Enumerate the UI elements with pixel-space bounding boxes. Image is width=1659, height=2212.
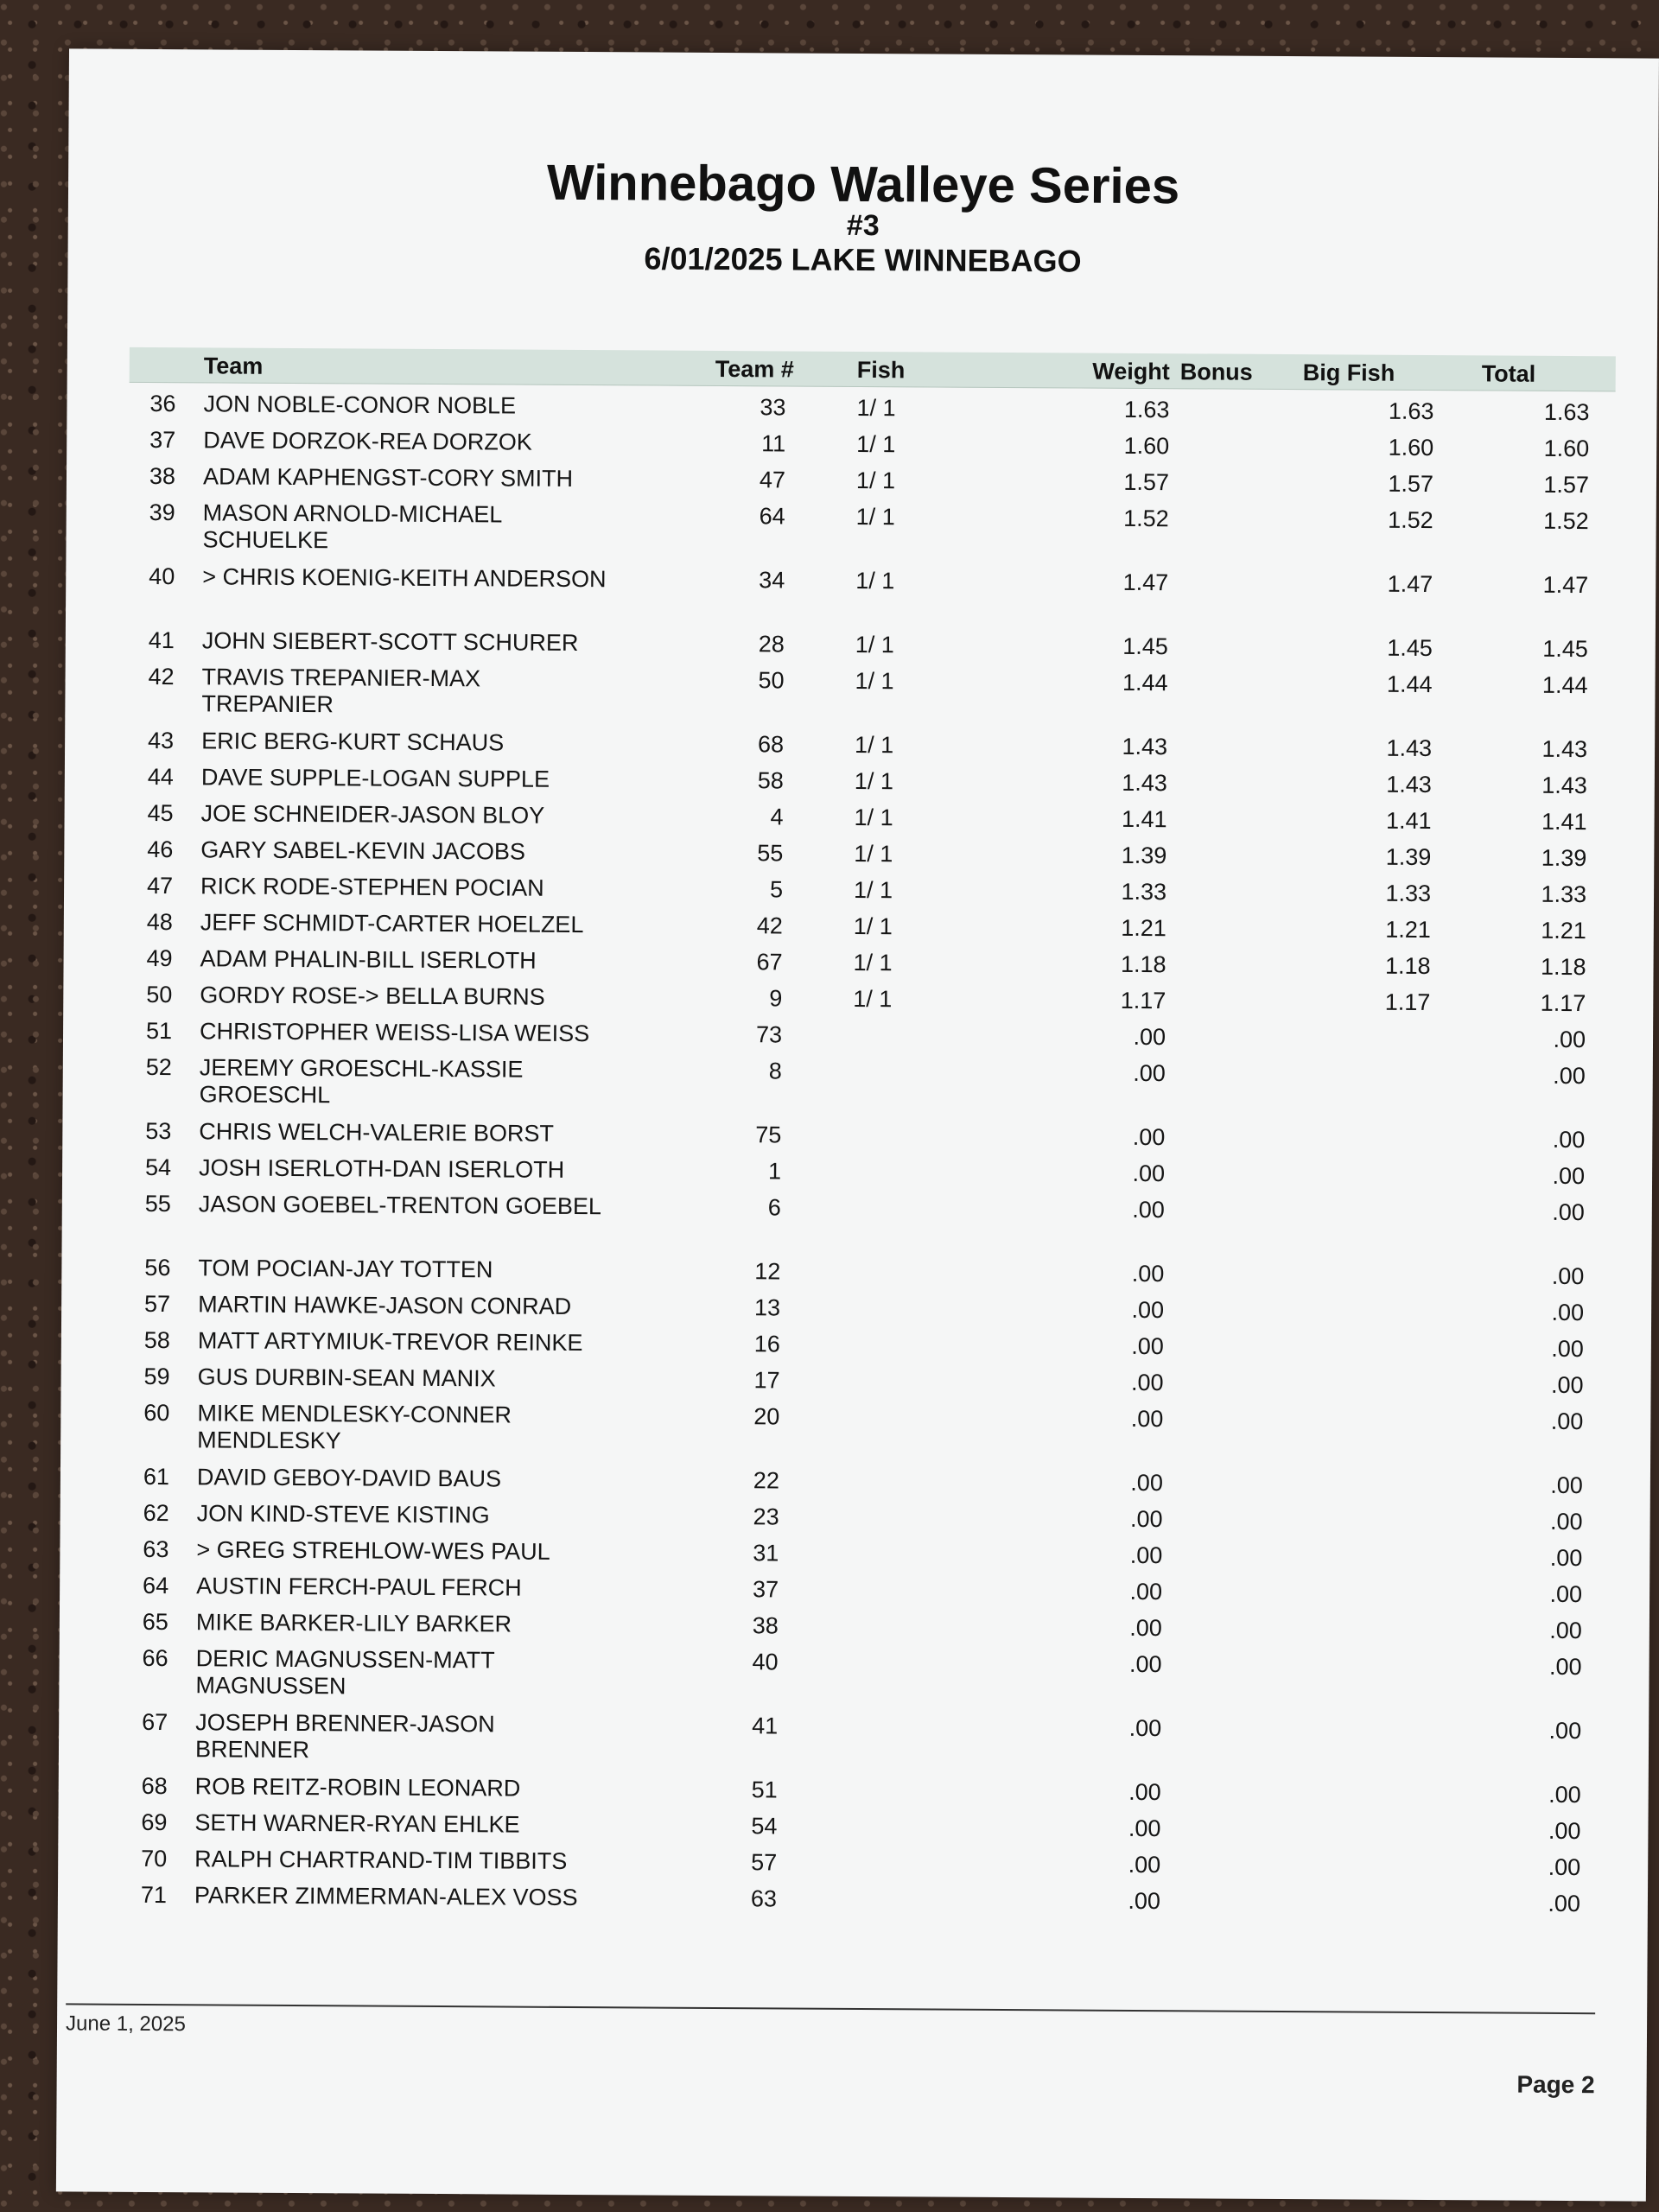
team-name-cell: MASON ARNOLD-MICHAEL SCHUELKE bbox=[202, 499, 502, 554]
results-sheet bbox=[56, 48, 1659, 2201]
big-fish-cell bbox=[1325, 1334, 1428, 1335]
total-cell: 1.43 bbox=[1541, 735, 1588, 763]
team-number-cell: 22 bbox=[753, 1467, 780, 1494]
big-fish-cell bbox=[1326, 1025, 1430, 1026]
total-cell: .00 bbox=[1548, 1653, 1582, 1681]
big-fish-cell: 1.44 bbox=[1386, 671, 1433, 698]
rank-cell: 64 bbox=[143, 1572, 169, 1599]
total-cell: .00 bbox=[1548, 1717, 1582, 1745]
team-number-cell: 4 bbox=[770, 804, 784, 830]
weight-cell: .00 bbox=[1129, 1541, 1163, 1569]
rank-cell: 55 bbox=[144, 1190, 171, 1217]
team-number-cell: 13 bbox=[753, 1294, 781, 1321]
weight-cell: 1.63 bbox=[1123, 396, 1170, 423]
total-cell: .00 bbox=[1553, 1026, 1586, 1053]
footer-divider bbox=[66, 2003, 1595, 2014]
team-number-cell: 73 bbox=[755, 1021, 783, 1048]
rank-cell: 67 bbox=[142, 1708, 168, 1736]
team-number-cell: 23 bbox=[753, 1503, 779, 1530]
weight-cell: .00 bbox=[1130, 1505, 1163, 1533]
big-fish-cell: 1.43 bbox=[1386, 734, 1433, 762]
team-name-cell: GORDY ROSE-> BELLA BURNS bbox=[200, 982, 545, 1010]
weight-cell: 1.18 bbox=[1120, 950, 1166, 978]
big-fish-cell: 1.52 bbox=[1388, 506, 1433, 534]
big-fish-cell bbox=[1324, 1507, 1427, 1508]
team-name-cell: JOE SCHNEIDER-JASON BLOY bbox=[200, 800, 545, 829]
report-subtitle: 6/01/2025 LAKE WINNEBAGO bbox=[644, 240, 1082, 279]
team-number-cell: 63 bbox=[750, 1885, 778, 1912]
fish-count-cell: 1/ 1 bbox=[853, 876, 893, 904]
total-cell: 1.52 bbox=[1543, 507, 1589, 535]
fish-count-cell: 1/ 1 bbox=[853, 912, 893, 940]
team-name-cell: ADAM PHALIN-BILL ISERLOTH bbox=[200, 945, 537, 974]
header-total: Total bbox=[1481, 360, 1536, 387]
weight-cell: .00 bbox=[1128, 1815, 1161, 1842]
weight-cell: .00 bbox=[1128, 1887, 1161, 1915]
total-cell: .00 bbox=[1549, 1580, 1583, 1608]
weight-cell: .00 bbox=[1128, 1778, 1161, 1806]
weight-cell: .00 bbox=[1128, 1650, 1162, 1678]
team-name-cell: JON KIND-STEVE KISTING bbox=[196, 1500, 490, 1529]
rank-cell: 44 bbox=[147, 763, 174, 791]
big-fish-cell: 1.18 bbox=[1384, 952, 1431, 980]
team-name-cell: CHRISTOPHER WEISS-LISA WEISS bbox=[199, 1018, 590, 1047]
total-cell: 1.63 bbox=[1543, 398, 1590, 426]
page-number: Page 2 bbox=[1516, 2070, 1595, 2099]
total-cell: 1.57 bbox=[1543, 471, 1590, 499]
team-number-cell: 1 bbox=[767, 1158, 782, 1185]
total-cell: .00 bbox=[1550, 1408, 1584, 1435]
weight-cell: .00 bbox=[1133, 1059, 1166, 1087]
big-fish-cell bbox=[1326, 1061, 1430, 1062]
rank-cell: 56 bbox=[144, 1254, 171, 1281]
rank-cell: 42 bbox=[148, 663, 175, 690]
big-fish-cell bbox=[1323, 1543, 1427, 1544]
rank-cell: 37 bbox=[149, 426, 176, 454]
total-cell: .00 bbox=[1548, 1817, 1581, 1845]
big-fish-cell bbox=[1323, 1616, 1427, 1617]
total-cell: 1.39 bbox=[1541, 844, 1587, 872]
rank-cell: 46 bbox=[147, 836, 174, 863]
event-number: #3 bbox=[846, 208, 880, 243]
fish-count-cell: 1/ 1 bbox=[853, 985, 893, 1013]
weight-cell: .00 bbox=[1128, 1851, 1161, 1878]
fish-count-cell: 1/ 1 bbox=[854, 767, 893, 795]
rank-cell: 36 bbox=[149, 390, 176, 417]
rank-cell: 45 bbox=[147, 799, 174, 827]
team-number-cell: 57 bbox=[751, 1849, 778, 1876]
weight-cell: .00 bbox=[1132, 1123, 1166, 1151]
rank-cell: 38 bbox=[149, 462, 176, 490]
big-fish-cell: 1.47 bbox=[1387, 570, 1433, 598]
team-name-cell: TOM POCIAN-JAY TOTTEN bbox=[198, 1255, 493, 1283]
team-name-cell: AUSTIN FERCH-PAUL FERCH bbox=[196, 1573, 522, 1601]
big-fish-cell bbox=[1325, 1298, 1428, 1299]
weight-cell: 1.60 bbox=[1123, 432, 1170, 460]
team-number-cell: 64 bbox=[759, 503, 785, 530]
team-name-cell: JOHN SIEBERT-SCOTT SCHURER bbox=[201, 627, 579, 656]
weight-cell: 1.57 bbox=[1123, 468, 1170, 496]
weight-cell: 1.45 bbox=[1122, 632, 1168, 660]
total-cell: .00 bbox=[1551, 1262, 1585, 1290]
rank-cell: 51 bbox=[145, 1017, 173, 1045]
team-number-cell: 67 bbox=[756, 949, 783, 976]
rank-cell: 41 bbox=[148, 626, 175, 654]
total-cell: 1.33 bbox=[1541, 880, 1587, 908]
table-row bbox=[123, 1400, 1609, 1473]
team-number-cell: 20 bbox=[753, 1403, 780, 1430]
big-fish-cell: 1.60 bbox=[1388, 434, 1434, 461]
team-number-cell: 38 bbox=[752, 1612, 779, 1639]
rank-cell: 69 bbox=[141, 1808, 168, 1836]
team-number-cell: 28 bbox=[758, 631, 785, 658]
big-fish-cell bbox=[1321, 1889, 1425, 1890]
big-fish-cell: 1.17 bbox=[1384, 988, 1431, 1016]
total-cell: .00 bbox=[1552, 1198, 1585, 1226]
team-name-cell: MARTIN HAWKE-JASON CONRAD bbox=[198, 1291, 572, 1319]
team-name-cell: PARKER ZIMMERMAN-ALEX VOSS bbox=[194, 1882, 578, 1911]
team-number-cell: 68 bbox=[757, 731, 785, 758]
rank-cell: 54 bbox=[144, 1154, 172, 1181]
team-name-cell: JEFF SCHMIDT-CARTER HOELZEL bbox=[200, 909, 584, 938]
weight-cell: .00 bbox=[1133, 1023, 1166, 1051]
rank-cell: 40 bbox=[149, 563, 175, 590]
total-cell: .00 bbox=[1553, 1062, 1586, 1090]
team-number-cell: 42 bbox=[756, 912, 783, 939]
team-name-cell: CHRIS WELCH-VALERIE BORST bbox=[199, 1118, 555, 1147]
rank-cell: 63 bbox=[143, 1535, 169, 1563]
team-number-cell: 6 bbox=[767, 1194, 781, 1221]
big-fish-cell bbox=[1324, 1407, 1427, 1408]
total-cell: 1.21 bbox=[1541, 917, 1586, 944]
team-number-cell: 33 bbox=[760, 394, 786, 421]
weight-cell: .00 bbox=[1128, 1714, 1162, 1742]
header-team-number: Team # bbox=[715, 355, 794, 383]
team-name-cell: RICK RODE-STEPHEN POCIAN bbox=[200, 873, 544, 901]
big-fish-cell: 1.41 bbox=[1385, 807, 1432, 835]
team-number-cell: 31 bbox=[753, 1540, 779, 1567]
team-number-cell: 8 bbox=[768, 1058, 782, 1084]
team-name-cell: GUS DURBIN-SEAN MANIX bbox=[197, 1363, 496, 1392]
total-cell: 1.43 bbox=[1541, 772, 1587, 799]
total-cell: .00 bbox=[1550, 1471, 1583, 1499]
rank-cell: 59 bbox=[143, 1363, 170, 1390]
table-row bbox=[127, 664, 1613, 737]
big-fish-cell: 1.43 bbox=[1386, 771, 1432, 798]
team-name-cell: JASON GOEBEL-TRENTON GOEBEL bbox=[198, 1191, 602, 1220]
weight-cell: .00 bbox=[1130, 1369, 1164, 1396]
big-fish-cell: 1.45 bbox=[1387, 634, 1433, 662]
table-row bbox=[121, 1709, 1607, 1783]
total-cell: .00 bbox=[1549, 1544, 1583, 1572]
weight-cell: 1.43 bbox=[1122, 733, 1168, 760]
rank-cell: 43 bbox=[147, 727, 175, 754]
table-row bbox=[128, 563, 1614, 637]
weight-cell: .00 bbox=[1131, 1260, 1165, 1287]
team-number-cell: 11 bbox=[761, 430, 786, 457]
team-number-cell: 54 bbox=[751, 1813, 778, 1840]
header-weight: Weight bbox=[1092, 358, 1170, 385]
big-fish-cell bbox=[1322, 1816, 1426, 1817]
weight-cell: 1.21 bbox=[1121, 914, 1166, 942]
fish-count-cell: 1/ 1 bbox=[855, 667, 894, 695]
team-number-cell: 16 bbox=[753, 1331, 780, 1357]
rank-cell: 66 bbox=[142, 1644, 168, 1672]
table-row bbox=[124, 1054, 1611, 1128]
team-name-cell: SETH WARNER-RYAN EHLKE bbox=[194, 1809, 520, 1838]
team-number-cell: 12 bbox=[754, 1258, 781, 1285]
team-name-cell: JOSH ISERLOTH-DAN ISERLOTH bbox=[199, 1154, 565, 1183]
total-cell: .00 bbox=[1550, 1371, 1584, 1399]
weight-cell: .00 bbox=[1131, 1332, 1164, 1360]
total-cell: .00 bbox=[1551, 1335, 1584, 1363]
weight-cell: 1.39 bbox=[1121, 842, 1167, 869]
total-cell: .00 bbox=[1548, 1853, 1581, 1881]
big-fish-cell: 1.21 bbox=[1385, 916, 1431, 944]
rank-cell: 68 bbox=[141, 1772, 168, 1800]
weight-cell: 1.44 bbox=[1122, 669, 1168, 696]
fish-count-cell: 1/ 1 bbox=[855, 567, 895, 594]
table-header bbox=[130, 347, 1616, 392]
weight-cell: .00 bbox=[1132, 1160, 1166, 1187]
team-name-cell: RALPH CHARTRAND-TIM TIBBITS bbox=[194, 1846, 568, 1874]
total-cell: .00 bbox=[1549, 1508, 1583, 1535]
big-fish-cell: 1.57 bbox=[1388, 470, 1434, 498]
header-team: Team bbox=[203, 353, 264, 379]
total-cell: 1.44 bbox=[1541, 671, 1588, 699]
total-cell: 1.18 bbox=[1540, 953, 1586, 981]
team-number-cell: 40 bbox=[752, 1649, 779, 1675]
total-cell: 1.17 bbox=[1540, 989, 1586, 1017]
big-fish-cell bbox=[1323, 1652, 1427, 1653]
total-cell: .00 bbox=[1548, 1890, 1581, 1917]
rank-cell: 47 bbox=[146, 872, 174, 899]
total-cell: .00 bbox=[1552, 1126, 1586, 1154]
weight-cell: .00 bbox=[1131, 1296, 1165, 1324]
big-fish-cell bbox=[1325, 1125, 1429, 1126]
team-name-cell: DERIC MAGNUSSEN-MATT MAGNUSSEN bbox=[195, 1645, 495, 1700]
team-name-cell: MATT ARTYMIUK-TREVOR REINKE bbox=[197, 1327, 583, 1357]
team-name-cell: DAVE SUPPLE-LOGAN SUPPLE bbox=[200, 764, 550, 792]
rank-cell: 62 bbox=[143, 1499, 169, 1527]
fish-count-cell: 1/ 1 bbox=[854, 840, 893, 868]
weight-cell: 1.33 bbox=[1121, 878, 1167, 906]
team-number-cell: 58 bbox=[757, 767, 784, 794]
rank-cell: 48 bbox=[146, 908, 173, 936]
rank-cell: 52 bbox=[145, 1053, 172, 1081]
fish-count-cell: 1/ 1 bbox=[853, 949, 893, 976]
team-number-cell: 17 bbox=[753, 1367, 780, 1394]
team-number-cell: 47 bbox=[759, 467, 786, 493]
team-name-cell: JOSEPH BRENNER-JASON BRENNER bbox=[194, 1709, 495, 1764]
table-row bbox=[124, 1191, 1610, 1264]
header-big-fish: Big Fish bbox=[1302, 359, 1395, 386]
weight-cell: 1.47 bbox=[1122, 569, 1169, 596]
total-cell: .00 bbox=[1552, 1162, 1586, 1190]
weight-cell: .00 bbox=[1130, 1405, 1164, 1433]
team-number-cell: 37 bbox=[753, 1576, 779, 1603]
total-cell: .00 bbox=[1551, 1299, 1585, 1326]
total-cell: 1.60 bbox=[1543, 435, 1590, 462]
rank-cell: 50 bbox=[146, 981, 173, 1008]
big-fish-cell bbox=[1325, 1161, 1429, 1162]
weight-cell: 1.41 bbox=[1121, 805, 1167, 833]
report-title: Winnebago Walleye Series bbox=[546, 154, 1180, 215]
team-name-cell: DAVE DORZOK-REA DORZOK bbox=[203, 427, 532, 455]
results-table bbox=[120, 391, 1616, 1927]
team-number-cell: 75 bbox=[755, 1122, 782, 1148]
rank-cell: 58 bbox=[143, 1326, 170, 1354]
team-number-cell: 34 bbox=[759, 567, 785, 594]
total-cell: .00 bbox=[1549, 1617, 1582, 1644]
team-name-cell: ADAM KAPHENGST-CORY SMITH bbox=[202, 463, 574, 492]
big-fish-cell bbox=[1325, 1370, 1428, 1371]
team-number-cell: 51 bbox=[751, 1777, 778, 1803]
team-number-cell: 9 bbox=[769, 985, 783, 1012]
team-number-cell: 50 bbox=[758, 667, 785, 694]
rank-cell: 57 bbox=[144, 1290, 171, 1318]
team-name-cell: JON NOBLE-CONOR NOBLE bbox=[203, 391, 517, 419]
total-cell: .00 bbox=[1548, 1781, 1581, 1808]
table-row bbox=[128, 499, 1614, 573]
team-name-cell: JEREMY GROESCHL-KASSIE GROESCHL bbox=[199, 1054, 524, 1109]
big-fish-cell: 1.39 bbox=[1385, 843, 1432, 871]
big-fish-cell: 1.63 bbox=[1388, 397, 1434, 425]
team-number-cell: 55 bbox=[757, 840, 784, 867]
rank-cell: 49 bbox=[146, 944, 173, 972]
team-name-cell: ROB REITZ-ROBIN LEONARD bbox=[194, 1773, 521, 1802]
fish-count-cell: 1/ 1 bbox=[855, 467, 896, 494]
weight-cell: .00 bbox=[1129, 1578, 1163, 1605]
total-cell: 1.47 bbox=[1542, 571, 1589, 599]
table-row bbox=[121, 1645, 1607, 1719]
big-fish-cell bbox=[1322, 1716, 1426, 1717]
weight-cell: .00 bbox=[1130, 1469, 1163, 1497]
team-name-cell: DAVID GEBOY-DAVID BAUS bbox=[196, 1464, 502, 1492]
fish-count-cell: 1/ 1 bbox=[855, 731, 894, 759]
team-name-cell: MIKE MENDLESKY-CONNER MENDLESKY bbox=[197, 1400, 512, 1454]
big-fish-cell bbox=[1322, 1780, 1426, 1781]
weight-cell: .00 bbox=[1129, 1614, 1162, 1642]
big-fish-cell: 1.33 bbox=[1385, 880, 1432, 907]
team-name-cell: MIKE BARKER-LILY BARKER bbox=[195, 1609, 512, 1637]
team-name-cell: ERIC BERG-KURT SCHAUS bbox=[201, 728, 505, 756]
fish-count-cell: 1/ 1 bbox=[854, 804, 893, 831]
header-fish: Fish bbox=[856, 356, 906, 384]
fish-count-cell: 1/ 1 bbox=[855, 631, 894, 658]
fish-count-cell: 1/ 1 bbox=[856, 394, 896, 422]
team-name-cell: > CHRIS KOENIG-KEITH ANDERSON bbox=[202, 563, 607, 593]
weight-cell: 1.52 bbox=[1123, 505, 1169, 532]
rank-cell: 53 bbox=[145, 1117, 172, 1145]
weight-cell: .00 bbox=[1132, 1196, 1165, 1224]
total-cell: 1.45 bbox=[1542, 635, 1588, 663]
fish-count-cell: 1/ 1 bbox=[855, 503, 895, 531]
team-number-cell: 5 bbox=[769, 876, 784, 903]
team-number-cell: 41 bbox=[752, 1713, 779, 1739]
weight-cell: 1.17 bbox=[1120, 987, 1166, 1014]
team-name-cell: > GREG STREHLOW-WES PAUL bbox=[196, 1536, 550, 1565]
total-cell: 1.41 bbox=[1541, 808, 1587, 836]
footer-date: June 1, 2025 bbox=[65, 2012, 186, 2037]
rank-cell: 61 bbox=[143, 1463, 170, 1491]
team-name-cell: GARY SABEL-KEVIN JACOBS bbox=[200, 836, 526, 865]
header-bonus: Bonus bbox=[1179, 359, 1253, 385]
fish-count-cell: 1/ 1 bbox=[856, 430, 896, 458]
rank-cell: 60 bbox=[143, 1399, 170, 1427]
rank-cell: 71 bbox=[140, 1881, 168, 1909]
rank-cell: 39 bbox=[149, 499, 175, 526]
rank-cell: 70 bbox=[141, 1845, 168, 1872]
rank-cell: 65 bbox=[142, 1608, 168, 1636]
weight-cell: 1.43 bbox=[1122, 769, 1167, 797]
team-name-cell: TRAVIS TREPANIER-MAX TREPANIER bbox=[201, 664, 481, 718]
